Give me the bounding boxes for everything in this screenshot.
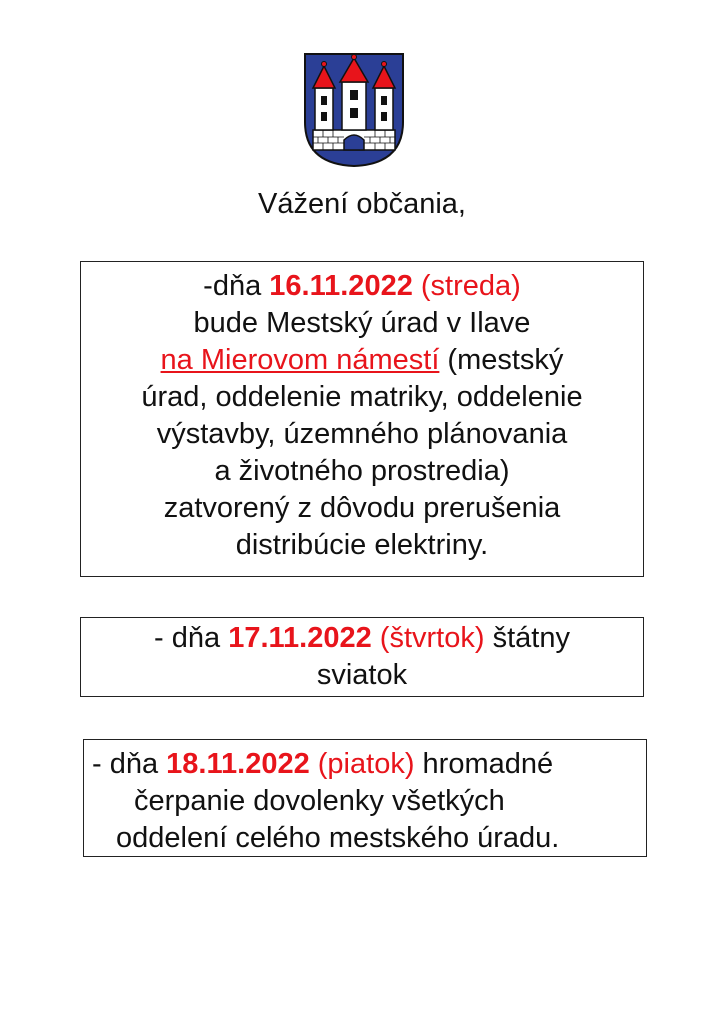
notice-line: a životného prostredia): [214, 455, 510, 487]
date: 18.11.2022: [166, 748, 310, 780]
notice-line: distribúcie elektriny.: [235, 529, 489, 561]
place: na Mierovom námestí: [160, 344, 440, 376]
notice-line: úrad, oddelenie matriky, oddelenie: [141, 381, 583, 413]
weekday: (štvrtok): [371, 622, 485, 654]
date-prefix: - dňa: [92, 748, 167, 780]
gate-arch: [344, 135, 364, 150]
left-tower: [315, 88, 333, 130]
notice-leave: [83, 739, 647, 857]
notice-closure: [80, 261, 644, 577]
notice-line: [81, 342, 643, 379]
weekday: (streda): [412, 270, 521, 302]
notice-text: (mestský: [439, 344, 564, 376]
notice-line: čerpanie dovolenky všetkých: [134, 785, 505, 817]
notice-line: výstavby, územného plánovania: [156, 418, 568, 450]
notice-text: hromadné: [414, 748, 554, 780]
notice-text: štátny: [484, 622, 570, 654]
notice-line: [92, 746, 646, 783]
date: 16.11.2022: [269, 270, 413, 302]
date-prefix: -dňa: [203, 270, 270, 302]
crest-icon: [303, 52, 405, 168]
notice-line: bude Mestský úrad v Ilave: [193, 307, 531, 339]
right-tower: [375, 88, 393, 130]
notice-holiday: [80, 617, 644, 697]
date-prefix: - dňa: [154, 622, 229, 654]
date: 17.11.2022: [228, 622, 372, 654]
notice-line: sviatok: [316, 659, 408, 691]
center-tower: [342, 82, 366, 130]
notice-line: zatvorený z dôvodu prerušenia: [163, 492, 561, 524]
notice-line: [81, 268, 643, 305]
weekday: (piatok): [309, 748, 415, 780]
notice-line: oddelení celého mestského úradu.: [116, 822, 560, 854]
greeting: Vážení občania,: [258, 188, 466, 220]
notice-line: [81, 620, 643, 657]
